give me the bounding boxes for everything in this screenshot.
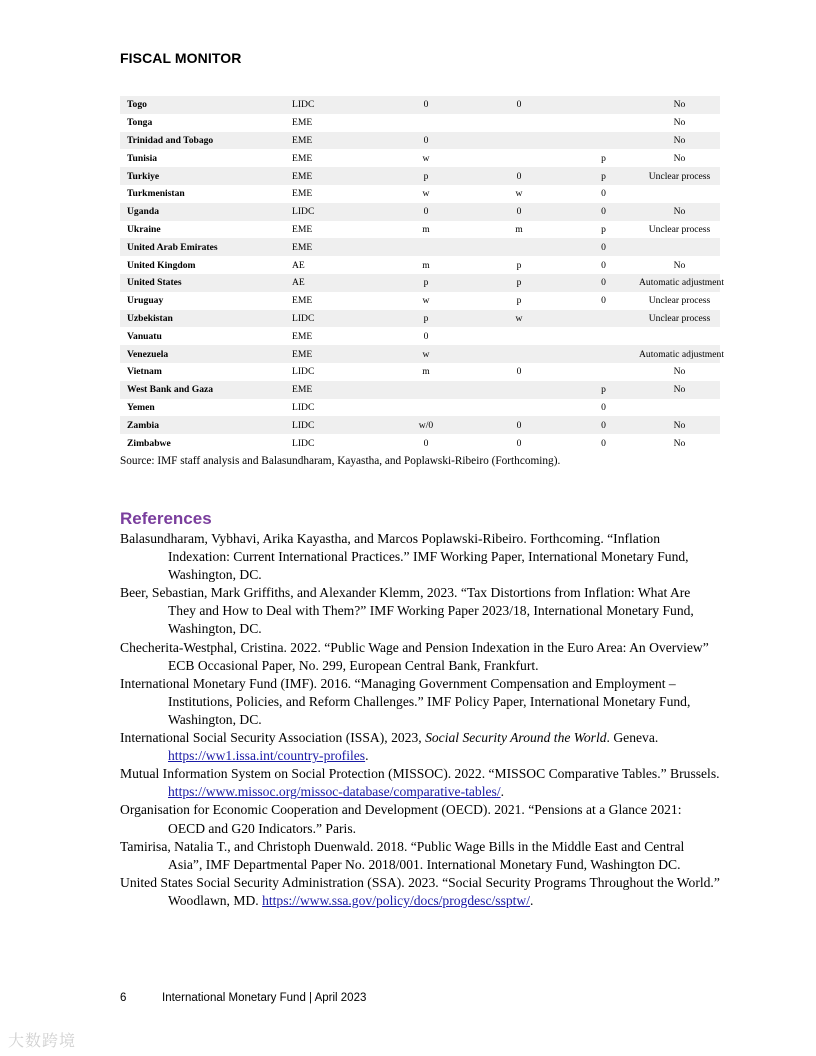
indicator-c-cell: p — [601, 152, 606, 164]
reference-text: Mutual Information System on Social Protection (MISSOC). 2022. “MISSOC Comparative Tables.” Brussels. — [120, 766, 720, 782]
ssa-link[interactable]: https://www.ssa.gov/policy/docs/progdesc/ssptw/ — [262, 892, 531, 908]
group-cell: LIDC — [292, 437, 315, 449]
country-cell: Zimbabwe — [127, 437, 171, 449]
group-cell: EME — [285, 345, 382, 363]
reference-text: . Geneva. — [606, 730, 659, 746]
indicator-b-cell — [470, 132, 568, 150]
reference-item: Beer, Sebastian, Mark Griffiths, and Alexander Klemm, 2023. “Tax Distortions from Inflation: What Are They and How to Deal with Them?” IMF Working Paper 2023/18, International Monetary Fund, Washington, DC. — [120, 585, 694, 637]
country-cell: United Arab Emirates — [120, 238, 285, 256]
country-cell: Turkiye — [120, 167, 285, 185]
country-cell: Zambia — [120, 416, 285, 434]
indicator-a-cell: m — [422, 259, 430, 271]
table-row — [120, 149, 720, 167]
indicator-c-cell: 0 — [601, 295, 606, 307]
group-cell: LIDC — [292, 366, 315, 378]
adjustment-cell: No — [639, 416, 720, 434]
reference-item: Organisation for Economic Cooperation and Development (OECD). 2021. “Pensions at a Glance 2021: OECD and G20 Indicators.” Paris. — [120, 802, 682, 836]
indicator-a-cell: p — [382, 274, 470, 292]
indicator-c-cell: 0 — [601, 401, 606, 413]
reference-item: Tamirisa, Natalia T., and Christoph Duenwald. 2018. “Public Wage Bills in the Middle East and Central Asia”, IMF Departmental Paper No. 2018/001. International Monetary Fund, Washington DC. — [120, 838, 685, 872]
indicator-c-cell — [568, 363, 639, 381]
indicator-c-cell: p — [568, 167, 639, 185]
table-row — [120, 345, 720, 363]
indicator-c-cell — [568, 114, 639, 132]
indicator-c-cell: 0 — [601, 188, 606, 200]
group-cell: LIDC — [285, 416, 382, 434]
indicator-a-cell: p — [382, 310, 470, 328]
country-cell: Turkmenistan — [127, 188, 185, 200]
indicator-c-cell — [568, 345, 639, 363]
indicator-c-cell: 0 — [601, 437, 606, 449]
country-cell: United Kingdom — [127, 259, 196, 271]
indicator-a-cell: w — [422, 152, 430, 164]
table-row — [120, 434, 720, 452]
indicator-a-cell: 0 — [382, 203, 470, 221]
indicator-b-cell: w — [470, 310, 568, 328]
table-row — [120, 185, 720, 203]
group-cell: LIDC — [285, 203, 382, 221]
country-cell: Venezuela — [120, 345, 285, 363]
page-header-title: FISCAL MONITOR — [120, 50, 242, 66]
indicator-b-cell: 0 — [470, 96, 568, 114]
issa-link[interactable]: https://ww1.issa.int/country-profiles — [168, 748, 366, 764]
page-number: 6 — [120, 992, 127, 1004]
adjustment-cell: Unclear process — [639, 167, 720, 185]
table-source-note: Source: IMF staff analysis and Balasundharam, Kayastha, and Poplawski-Ribeiro (Forthcoming). — [120, 455, 561, 467]
indicator-b-cell — [470, 327, 568, 345]
indicator-a-cell: p — [382, 167, 470, 185]
country-cell: Uganda — [120, 203, 285, 221]
reference-text: . — [365, 748, 369, 764]
missoc-link[interactable]: https://www.missoc.org/missoc-database/comparative-tables/ — [168, 784, 501, 800]
indicator-c-cell — [568, 132, 639, 150]
country-cell: Uzbekistan — [120, 310, 285, 328]
reference-item: International Monetary Fund (IMF). 2016. “Managing Government Compensation and Employment – Institutions, Policies, and Reform Challenges.” IMF Policy Paper, International Monetary Fund, Washington, DC. — [120, 675, 691, 727]
indicator-b-cell — [470, 399, 568, 417]
indicator-a-cell: w/0 — [382, 416, 470, 434]
indicator-a-cell: 0 — [382, 132, 470, 150]
indicator-b-cell — [470, 149, 568, 167]
adjustment-cell: No — [639, 203, 720, 221]
table-row — [120, 256, 720, 274]
adjustment-cell: No — [639, 96, 720, 114]
footer-text: International Monetary Fund | April 2023 — [162, 992, 367, 1004]
group-cell: EME — [285, 381, 382, 399]
adjustment-cell: No — [639, 132, 720, 150]
indicator-b-cell: w — [515, 188, 523, 200]
country-cell: Vanuatu — [127, 330, 162, 342]
country-cell: Trinidad and Tobago — [120, 132, 285, 150]
indicator-a-cell: w — [422, 188, 430, 200]
adjustment-cell — [639, 399, 720, 417]
adjustment-cell: Unclear process — [639, 310, 720, 328]
indicator-c-cell — [568, 310, 639, 328]
indicator-c-cell: 0 — [601, 259, 606, 271]
watermark-logo: 大数跨境 — [8, 1031, 77, 1050]
reference-text: . — [530, 892, 534, 908]
adjustment-cell: No — [673, 152, 686, 164]
country-cell: Togo — [120, 96, 285, 114]
indicator-b-cell — [470, 238, 568, 256]
group-cell: EME — [285, 132, 382, 150]
indicator-a-cell: m — [422, 366, 430, 378]
indicator-b-cell — [470, 114, 568, 132]
indicator-a-cell — [382, 114, 470, 132]
indicator-b-cell — [470, 345, 568, 363]
table-row — [120, 310, 720, 328]
indicator-c-cell: p — [601, 223, 606, 235]
table-row — [120, 416, 720, 434]
reference-text: . — [500, 784, 505, 800]
country-cell: Vietnam — [127, 366, 162, 378]
country-cell: Yemen — [127, 401, 155, 413]
reference-item: Balasundharam, Vybhavi, Arika Kayastha, and Marcos Poplawski-Ribeiro. Forthcoming. “Inflation Indexation: Current International Practices.” IMF Working Paper, International Monetary Fund, Washington, DC. — [120, 531, 689, 583]
adjustment-cell: Automatic adjustment — [639, 345, 720, 363]
indicator-c-cell: 0 — [568, 274, 639, 292]
indicator-b-cell: p — [470, 274, 568, 292]
country-cell: Ukraine — [127, 223, 161, 235]
adjustment-cell: No — [673, 259, 686, 271]
country-cell: Tunisia — [127, 152, 158, 164]
indicator-b-cell: m — [515, 223, 523, 235]
indicator-c-cell: 0 — [568, 416, 639, 434]
reference-italic-title: Social Security Around the World — [425, 730, 607, 746]
group-cell: EME — [292, 223, 313, 235]
table-row — [120, 292, 720, 310]
country-cell: Uruguay — [127, 295, 164, 307]
adjustment-cell: Unclear process — [648, 295, 711, 307]
indicator-a-cell: w — [382, 345, 470, 363]
table-row — [120, 238, 720, 256]
table-row — [120, 203, 720, 221]
table-row — [120, 274, 720, 292]
table-body — [120, 96, 724, 452]
indexation-table — [120, 96, 724, 452]
adjustment-cell: No — [673, 117, 686, 129]
indicator-b-cell: 0 — [516, 437, 522, 449]
table-row — [120, 132, 720, 150]
indicator-a-cell: m — [422, 223, 430, 235]
indicator-b-cell: 0 — [470, 167, 568, 185]
reference-item: Checherita-Westphal, Cristina. 2022. “Public Wage and Pension Indexation in the Euro Area: An Overview” ECB Occasional Paper, No. 299, European Central Bank, Frankfurt. — [120, 639, 709, 673]
reference-item — [120, 765, 720, 801]
indicator-a-cell — [382, 399, 470, 417]
references-heading: References — [120, 509, 212, 528]
table-row — [120, 114, 720, 132]
page-footer — [120, 992, 366, 1004]
reference-item — [120, 729, 720, 765]
group-cell: EME — [292, 188, 313, 200]
group-cell: EME — [292, 152, 313, 164]
indicator-b-cell — [470, 381, 568, 399]
indicator-b-cell: 0 — [470, 416, 568, 434]
group-cell: LIDC — [292, 401, 315, 413]
indicator-c-cell — [568, 96, 639, 114]
adjustment-cell: No — [639, 381, 720, 399]
group-cell: EME — [292, 330, 313, 342]
references-list — [120, 530, 720, 910]
country-cell: West Bank and Gaza — [120, 381, 285, 399]
indicator-a-cell: 0 — [382, 96, 470, 114]
table-row — [120, 381, 720, 399]
group-cell: LIDC — [285, 96, 382, 114]
indicator-a-cell — [382, 238, 470, 256]
table-row — [120, 399, 720, 417]
indicator-b-cell: 0 — [470, 203, 568, 221]
group-cell: LIDC — [285, 310, 382, 328]
group-cell: EME — [285, 238, 382, 256]
table-row — [120, 96, 720, 114]
adjustment-cell — [639, 238, 720, 256]
country-cell: United States — [120, 274, 285, 292]
table-row — [120, 363, 720, 381]
indicator-b-cell: 0 — [516, 366, 522, 378]
indicator-a-cell: 0 — [423, 437, 429, 449]
group-cell: AE — [292, 259, 305, 271]
group-cell: EME — [285, 167, 382, 185]
table-row — [120, 167, 720, 185]
indicator-c-cell: p — [568, 381, 639, 399]
group-cell: AE — [285, 274, 382, 292]
reference-text: International Social Security Association (ISSA), 2023, — [120, 730, 426, 746]
indicator-a-cell — [382, 381, 470, 399]
indicator-c-cell — [568, 327, 639, 345]
reference-text: United States Social Security Administration (SSA). 2023. “Social Security Programs Throughout the World.” Woodlawn, MD. — [120, 874, 720, 908]
indicator-a-cell: 0 — [423, 330, 429, 342]
group-cell: EME — [292, 117, 313, 129]
indicator-c-cell: 0 — [568, 203, 639, 221]
adjustment-cell — [639, 185, 720, 203]
indicator-b-cell: p — [516, 295, 522, 307]
table-row — [120, 327, 720, 345]
indicator-b-cell: p — [516, 259, 522, 271]
table-row — [120, 221, 720, 239]
indicator-a-cell: w — [422, 295, 430, 307]
country-cell: Tonga — [127, 117, 153, 129]
adjustment-cell: No — [673, 437, 686, 449]
adjustment-cell: Unclear process — [648, 223, 711, 235]
reference-item — [120, 874, 720, 910]
indicator-c-cell: 0 — [568, 238, 639, 256]
adjustment-cell — [639, 327, 720, 345]
adjustment-cell: Automatic adjustment — [639, 274, 720, 292]
group-cell: EME — [292, 295, 313, 307]
adjustment-cell: No — [673, 366, 686, 378]
